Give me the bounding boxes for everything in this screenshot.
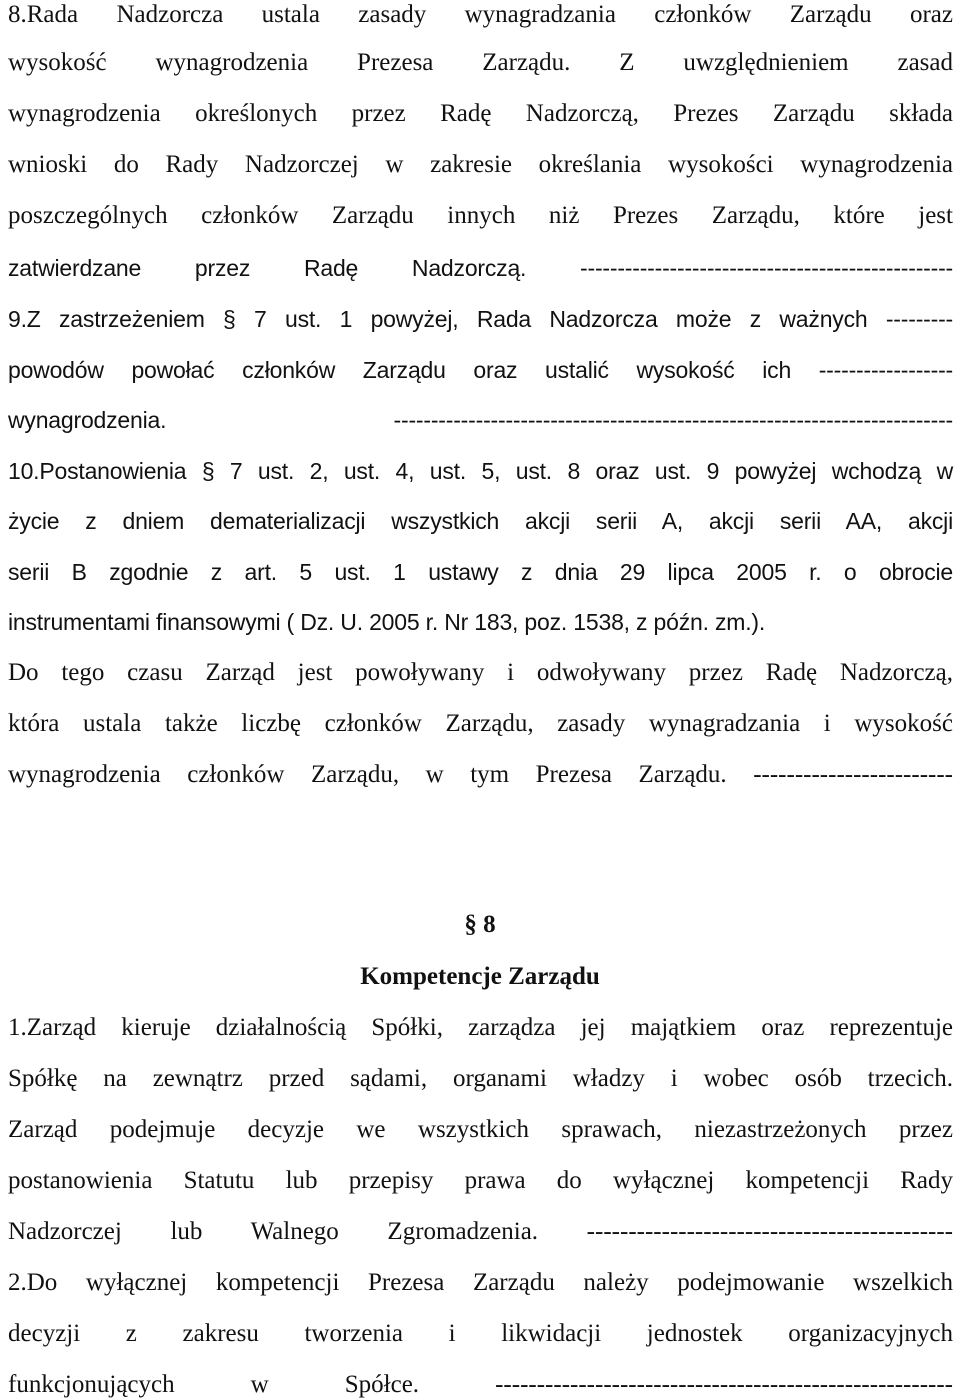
- section-number: [0, 910, 960, 940]
- text-line: wynagrodzenia członków Zarządu, w tym Prezesa Zarządu. ------------------------: [8, 761, 953, 788]
- text-line: 1.Zarząd kieruje działalnością Spółki, zarządza jej majątkiem oraz reprezentuje: [8, 1014, 953, 1041]
- text-line: życie z dniem dematerializacji wszystkich akcji serii A, akcji serii AA, akcji: [8, 508, 953, 534]
- text-line: która ustala także liczbę członków Zarządu, zasady wynagradzania i wysokość: [8, 710, 953, 737]
- text-line: Spółkę na zewnątrz przed sądami, organami władzy i wobec osób trzecich.: [8, 1065, 953, 1092]
- section-number-text: § 8: [464, 911, 496, 938]
- text-line: 8.Rada Nadzorcza ustala zasady wynagradzania członków Zarządu oraz: [8, 1, 953, 28]
- text-line: wnioski do Rady Nadzorczej w zakresie określania wysokości wynagrodzenia: [8, 151, 953, 178]
- text-line: 9.Z zastrzeżeniem § 7 ust. 1 powyżej, Rada Nadzorcza może z ważnych ---------: [8, 306, 953, 332]
- text-line: wynagrodzenia. ---------------------------------------------------------------------------: [8, 407, 953, 433]
- text-line: 10.Postanowienia § 7 ust. 2, ust. 4, ust. 5, ust. 8 oraz ust. 9 powyżej wchodzą w: [8, 458, 953, 484]
- text-line: Do tego czasu Zarząd jest powoływany i odwoływany przez Radę Nadzorczą,: [8, 659, 953, 686]
- text-line: 2.Do wyłącznej kompetencji Prezesa Zarządu należy podejmowanie wszelkich: [8, 1269, 953, 1296]
- text-line: powodów powołać członków Zarządu oraz ustalić wysokość ich ------------------: [8, 357, 953, 383]
- text-line: serii B zgodnie z art. 5 ust. 1 ustawy z dnia 29 lipca 2005 r. o obrocie: [8, 559, 953, 585]
- text-line: funkcjonujących w Spółce. -------------------------------------------------------: [8, 1371, 953, 1398]
- text-line: Nadzorczej lub Walnego Zgromadzenia. --------------------------------------------: [8, 1218, 953, 1245]
- text-line: poszczególnych członków Zarządu innych niż Prezes Zarządu, które jest: [8, 202, 953, 229]
- text-line: wynagrodzenia określonych przez Radę Nadzorczą, Prezes Zarządu składa: [8, 100, 953, 127]
- section-title: Kompetencje Zarządu: [360, 963, 600, 990]
- text-line: Zarząd podejmuje decyzje we wszystkich sprawach, niezastrzeżonych przez: [8, 1116, 953, 1143]
- text-line: postanowienia Statutu lub przepisy prawa do wyłącznej kompetencji Rady: [8, 1167, 953, 1194]
- text-line: zatwierdzane przez Radę Nadzorczą. --------------------------------------------------: [8, 255, 953, 281]
- text-line: decyzji z zakresu tworzenia i likwidacji jednostek organizacyjnych: [8, 1320, 953, 1347]
- text-line: wysokość wynagrodzenia Prezesa Zarządu. Z uwzględnieniem zasad: [8, 49, 953, 76]
- text-line: instrumentami finansowymi ( Dz. U. 2005 r. Nr 183, poz. 1538, z późn. zm.).: [8, 609, 766, 635]
